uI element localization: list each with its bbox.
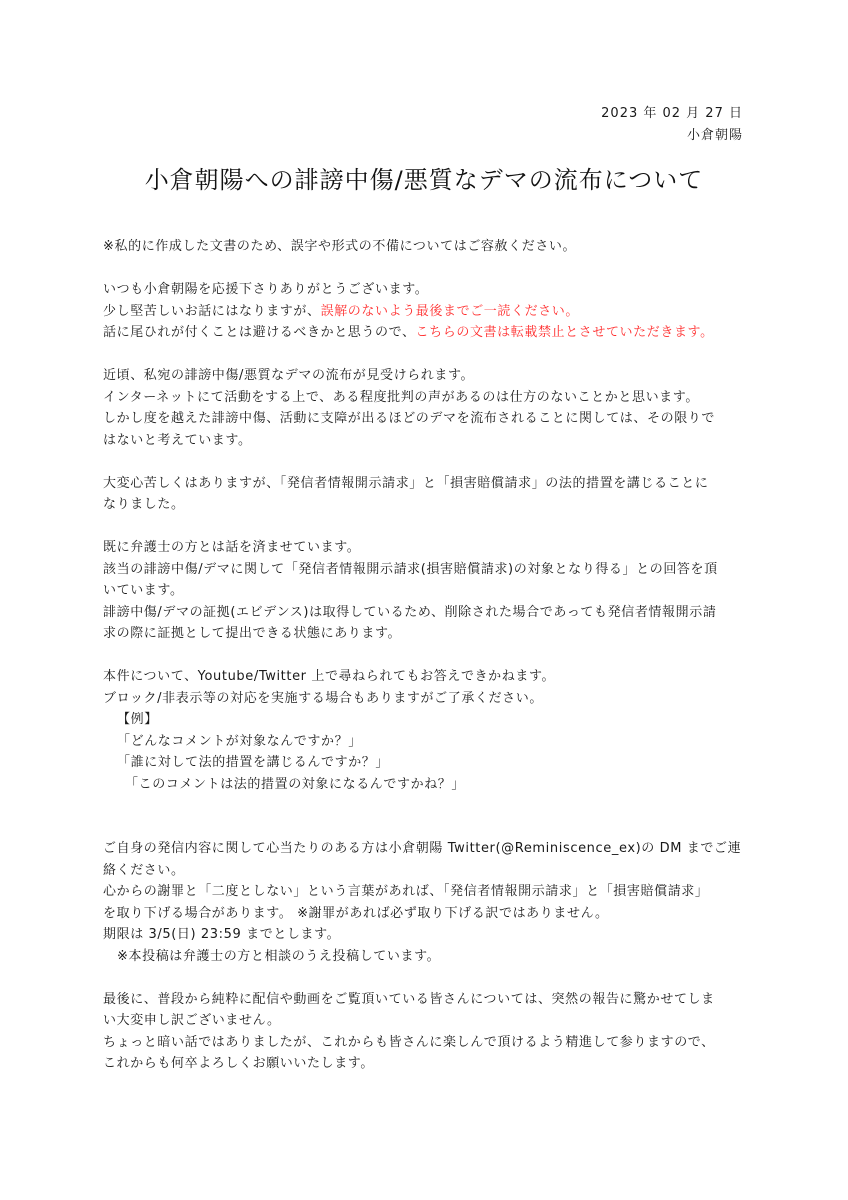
section4-line-1: 本件について、Youtube/Twitter 上で尋ねられてもお答えできかねます。 [103, 669, 556, 684]
section5-line-5: 期限は 3/5(日) 23:59 までとします。 [103, 927, 341, 942]
section1-line-1: 近頃、私宛の誹謗中傷/悪質なデマの流布が見受けられます。 [103, 368, 475, 383]
section3-line-1: 既に弁護士の方とは話を済ませています。 [103, 540, 361, 555]
example-item: 「誰に対して法的措置を講じるんですか？」 [117, 755, 390, 770]
intro-line-3 [103, 322, 753, 344]
example-label: 【例】 [117, 712, 158, 727]
intro-line-3-emphasis: こちらの文書は転載禁止とさせていただきます。 [415, 325, 714, 340]
intro-line-2-text: 少し堅苦しいお話にはなりますが、 [103, 303, 321, 319]
section5-line-1: ご自身の発信内容に関して心当たりのある方は小倉朝陽 Twitter(@Reminiscence_ex)の DM までご連 [103, 841, 742, 856]
closing-line-3: ちょっと暗い話ではありましたが、これからも皆さんに楽しんで頂けるよう精進して参りますので、 [103, 1034, 715, 1050]
document-header [601, 103, 743, 147]
document-date: 2023 年 02 月 27 日 [601, 106, 743, 121]
closing-line-4: これからも何卒よろしくお願いいたします。 [103, 1056, 374, 1071]
section1-line-3: しかし度を越えた誹謗中傷、活動に支障が出るほどのデマを流布されることに関しては、その限りで [103, 411, 716, 426]
section2-line-2: なりました。 [103, 497, 185, 512]
section3-line-2: 該当の誹謗中傷/デマに関して「発信者情報開示請求(損害賠償請求)の対象となり得る」との回答を頂 [103, 561, 718, 577]
document-body [103, 236, 753, 1075]
section3-line-3: いています。 [103, 583, 184, 598]
section1-line-4: はないと考えています。 [103, 432, 252, 448]
section5-line-6: ※本投稿は弁護士の方と相談のうえ投稿しています。 [117, 948, 441, 964]
intro-line-2-emphasis: 誤解のないよう最後までご一読ください。 [320, 303, 580, 319]
section2-line-1: 大変心苦しくはありますが、「発信者情報開示請求」と「損害賠償請求」の法的措置を講じることに [103, 475, 709, 491]
notice-text: ※私的に作成した文書のため、誤字や形式の不備についてはご容赦ください。 [103, 239, 577, 254]
intro-line-3-text: 話に尾ひれが付くことは避けるべきかと思うので、 [103, 325, 416, 340]
section5-line-3: 心からの謝罪と「二度としない」という言葉があれば、「発信者情報開示請求」と「損害賠償請求」 [103, 884, 709, 899]
document-title: 小倉朝陽への誹謗中傷/悪質なデマの流布について [144, 166, 704, 194]
section1-line-2: インターネットにて活動をする上で、ある程度批判の声があるのは仕方のないことかと思います。 [103, 389, 699, 405]
intro-line-2 [103, 301, 753, 323]
closing-line-1: 最後に、普段から純粋に配信や動画をご覧頂いている皆さんについては、突然の報告に驚かせてしま [103, 991, 715, 1007]
intro-line-1: いつも小倉朝陽を応援下さりありがとうございます。 [103, 282, 429, 297]
document-author: 小倉朝陽 [686, 128, 743, 143]
closing-line-2: い大変申し訳ございません。 [103, 1013, 281, 1028]
section5-line-4: を取り下げる場合があります。 ※謝罪があれば必ず取り下げる訳ではありません。 [103, 905, 609, 921]
example-item: 「このコメントは法的措置の対象になるんですかね？」 [125, 776, 466, 792]
section5-line-2: 絡ください。 [103, 862, 185, 878]
section4-line-2: ブロック/非表示等の対応を実施する場合もありますがご了承ください。 [103, 690, 543, 706]
section3-line-5: 求の際に証拠として提出できる状態にあります。 [103, 626, 402, 641]
section3-line-4: 誹謗中傷/デマの証拠(エビデンス)は取得しているため、削除された場合であっても発信者情報開示請 [103, 604, 717, 620]
example-item: 「どんなコメントが対象なんですか？」 [117, 733, 362, 749]
